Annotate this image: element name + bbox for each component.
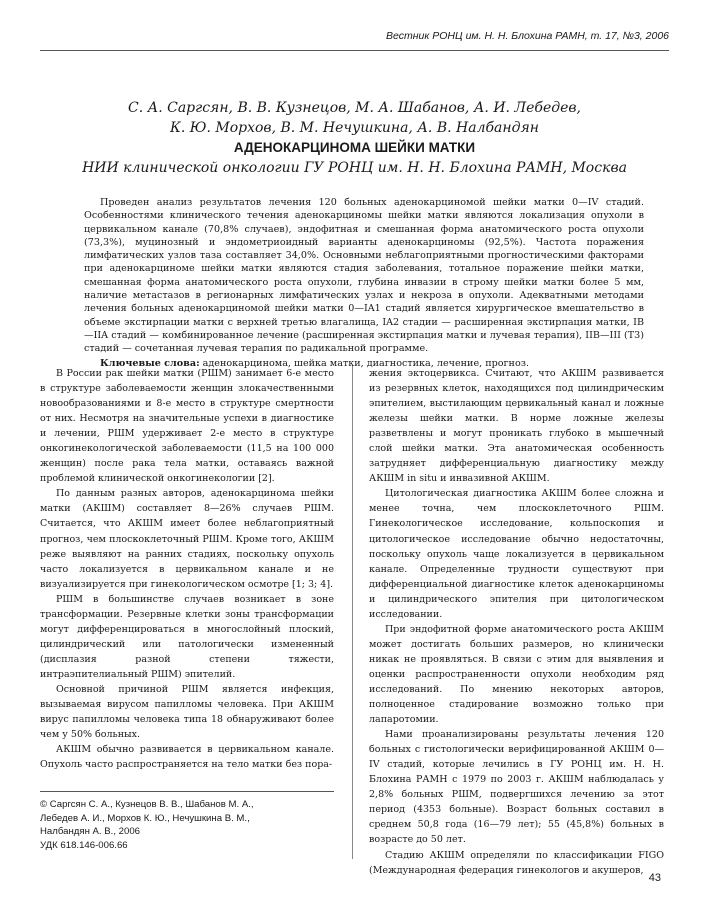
keywords-text: аденокарцинома, шейка матки, диагностика, лечение, прогноз. — [199, 357, 530, 369]
body-column-left — [40, 366, 334, 772]
paragraph: По данным разных авторов, аденокарцинома шейки матки (АКШМ) составляет 8—26% случаев РШМ. Считается, что АКШМ имеет более неблагоприятный прогноз, чем плоскоклеточный РШМ. Кроме того, АКШМ реже выявляют на ранних стадиях, поскольку опухоль часто локализуется в цервикальном канале и не визуализируется при гинекологическом осмотре [1; 3; 4]. — [40, 488, 334, 590]
copyright-line-2: Лебедев А. И., Морхов К. Ю., Нечушкина В. М., — [40, 812, 250, 824]
copyright-line-1: © Саргсян С. А., Кузнецов В. В., Шабанов М. А., — [40, 799, 254, 810]
affiliation: НИИ клинической онкологии ГУ РОНЦ им. Н. Н. Блохина РАМН, Москва — [82, 160, 627, 176]
footnote-rule — [40, 791, 334, 792]
abstract — [84, 196, 644, 370]
udc-code: УДК 618.146-006.66 — [40, 839, 128, 851]
abstract-text: Проведен анализ результатов лечения 120 больных аденокарциномой шейки матки 0—IV стадий. Особенностями клинического течения аденокарциномы шейки матки являются локализация опухоли в цервикальном канале (70,8% случаев), эндофитная и смешанная форма анатомического роста опухоли (73,3%), муцинозный и эндометриоидный варианты аденокарциномы (92,5%). Частота поражения лимфатических узлов таза составляет 34,0%. Основными неблагоприятными прогностическими факторами при аденокарциноме шейки матки являются стадия заболевания, тотальное поражение шейки матки, смешанная форма анатомического роста опухоли, глубина инвазии в строму шейки матки более 5 мм, наличие метастазов в регионарных лимфатических узлах и некроза в опухоли. Адекватными методами лечения больных аденокарциномой шейки матки 0—IA1 стадий является хирургическое вмешательство в объеме экстирпации матки с верхней третью влагалища, IA2 стадии — расширенная экстирпация матки, IB—IIA стадий — комбинированное лечение (расширенная экстирпация матки и лучевая терапия), IIB—III (T3) стадий — сочетанная лучевая терапия по радикальной программе. — [84, 197, 644, 355]
paragraph: Стадию АКШМ определяли по классификации FIGO (Международная федерация гинекологов и акушеров, — [369, 849, 664, 876]
paragraph: РШМ в большинстве случаев возникает в зоне трансформации. Резервные клетки зоны трансформации могут дифференцироваться в многослойный плоский, цилиндрический или патологически измененный (дисплазия разной степени тяжести, интраэпителиальный РШМ) эпителий. — [40, 593, 334, 680]
authors-line-1: С. А. Саргсян, В. В. Кузнецов, М. А. Шабанов, А. И. Лебедев, — [128, 100, 581, 116]
paragraph: В России рак шейки матки (РШМ) занимает 6-е место в структуре заболеваемости женщин злокачественными новообразованиями и 8-е место в структуре смертности от них. Несмотря на значительные успехи в диагностике и лечении, РШМ удерживает 2-е место в структуре онкогинекологической заболеваемости (11,5 на 100 000 женщин) после рака тела матки, оставаясь важной проблемой клинической онкогинекологии [2]. — [40, 368, 334, 485]
column-divider — [352, 366, 353, 859]
paragraph: Нами проанализированы результаты лечения 120 больных с гистологически верифицированной АКШМ 0—IV стадий, которые лечились в ГУ РОНЦ им. Н. Н. Блохина РАМН с 1979 по 2003 г. АКШМ наблюдалась у 2,8% больных РШМ, подвергшихся лечению за этот период (4353 больные). Возраст больных составил в среднем 50,8 года (16—79 лет); 55 (45,8%) больных в возрасте до 50 лет. — [369, 729, 664, 846]
page-number: 43 — [648, 872, 661, 884]
article-title: АДЕНОКАРЦИНОМА ШЕЙКИ МАТКИ — [233, 140, 476, 155]
authors-line-2: К. Ю. Морхов, В. М. Нечушкина, А. В. Налбандян — [170, 120, 539, 136]
keywords-label: Ключевые слова: — [100, 357, 200, 369]
journal-header: Вестник РОНЦ им. Н. Н. Блохина РАМН, т. 17, №3, 2006 — [40, 30, 669, 51]
paragraph: жения эктоцервикса. Считают, что АКШМ развивается из резервных клеток, находящихся под цилиндрическим эпителием, выстилающим цервикальный канал и ложные железы шейки матки. В норме ложные железы разветвлены и могут проникать глубоко в мышечный слой шейки матки. Эта анатомическая особенность затрудняет дифференциальную диагностику между АКШМ in situ и инвазивной АКШМ. — [369, 368, 664, 485]
footnote — [40, 798, 334, 852]
copyright-line-3: Налбандян А. В., 2006 — [40, 826, 140, 837]
article-heading — [40, 98, 669, 178]
body-column-right — [369, 366, 664, 878]
paragraph: АКШМ обычно развивается в цервикальном канале. Опухоль часто распространяется на тело матки без пора- — [40, 744, 334, 771]
paragraph: При эндофитной форме анатомического роста АКШМ может достигать больших размеров, но клинически никак не проявляться. В связи с этим для выявления и оценки распространенности опухоли необходим ряд исследований. По мнению некоторых авторов, полноценное стадирование возможно только при лапаротомии. — [369, 623, 664, 726]
paragraph: Цитологическая диагностика АКШМ более сложна и менее точна, чем плоскоклеточного РШМ. Гинекологическое исследование, кольпоскопия и цитологическое исследование обычно недостаточны, поскольку опухоль чаще локализуется в цервикальном канале. Определенные трудности существуют при дифференциальной диагностике клеток аденокарциномы и цилиндрического эпителия при цитологическом исследовании. — [369, 488, 664, 620]
paragraph: Основной причиной РШМ является инфекция, вызываемая вирусом папилломы человека. При АКШМ вирус папилломы человека типа 18 обнаруживают более чем у 50% больных. — [40, 683, 334, 741]
